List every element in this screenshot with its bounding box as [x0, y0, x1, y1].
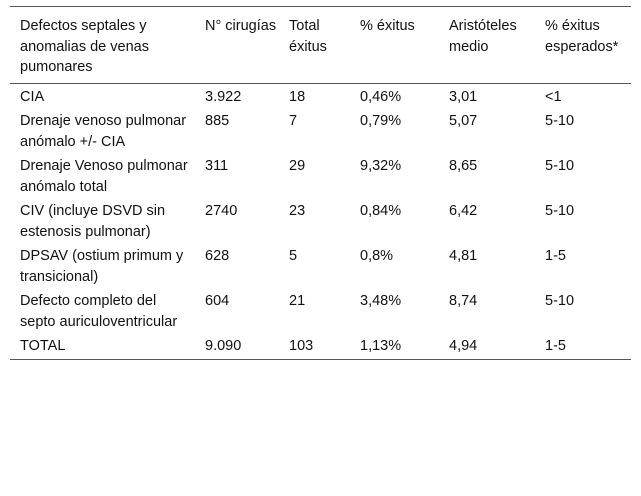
- cell-defect-type: CIA: [20, 88, 45, 105]
- cell-surgery-count: 885: [205, 113, 230, 129]
- header-surgery-count: N° cirugías: [205, 18, 277, 34]
- cell-expected-death-percent: 1-5: [545, 338, 566, 354]
- header-total-deaths: Total éxitus: [289, 18, 327, 55]
- cell-defect-type: TOTAL: [20, 338, 66, 354]
- cell-expected-death-percent: 5-10: [545, 158, 575, 174]
- cell-total-deaths: 23: [289, 203, 306, 219]
- table-row: [10, 83, 631, 109]
- cell-defect-type: Defecto completo del septo auriculoventricular: [20, 293, 178, 330]
- cell-surgery-count: 311: [205, 158, 229, 174]
- cell-death-percent: 0,84%: [360, 203, 402, 219]
- cell-surgery-count: 9.090: [205, 338, 242, 354]
- cell-total-deaths: 21: [289, 293, 306, 309]
- cell-defect-type: Drenaje venoso pulmonar anómalo +/- CIA: [20, 113, 187, 150]
- table-row: [10, 289, 631, 334]
- cell-defect-type: Drenaje Venoso pulmonar anómalo total: [20, 158, 188, 195]
- cell-total-deaths: 7: [289, 113, 298, 129]
- cell-surgery-count: 628: [205, 248, 230, 264]
- header-aristotle-mean: Aristóteles medio: [449, 18, 517, 55]
- table-row: [10, 154, 631, 199]
- cell-aristotle-mean: 4,94: [449, 338, 478, 354]
- cell-defect-type: DPSAV (ostium primum y transicional): [20, 248, 184, 285]
- header-expected-death-percent: % éxitus esperados*: [545, 18, 619, 55]
- cell-aristotle-mean: 5,07: [449, 113, 478, 129]
- cell-death-percent: 1,13%: [360, 338, 402, 354]
- header-death-percent: % éxitus: [360, 18, 415, 34]
- table-row: [10, 244, 631, 289]
- cell-total-deaths: 103: [289, 338, 314, 354]
- cell-death-percent: 0,8%: [360, 248, 394, 264]
- cell-aristotle-mean: 6,42: [449, 203, 478, 219]
- surgery-outcomes-table: [10, 6, 631, 360]
- cell-aristotle-mean: 3,01: [449, 88, 478, 105]
- header-defect-type: Defectos septales y anomalias de venas pumonares: [20, 18, 149, 75]
- cell-surgery-count: 2740: [205, 203, 238, 219]
- cell-surgery-count: 604: [205, 293, 230, 309]
- cell-expected-death-percent: 5-10: [545, 293, 575, 309]
- cell-expected-death-percent: 5-10: [545, 113, 575, 129]
- cell-total-deaths: 29: [289, 158, 306, 174]
- cell-expected-death-percent: 1-5: [545, 248, 566, 264]
- table-row: [10, 109, 631, 154]
- cell-death-percent: 0,79%: [360, 113, 402, 129]
- cell-total-deaths: 5: [289, 248, 298, 264]
- cell-aristotle-mean: 8,74: [449, 293, 478, 309]
- cell-aristotle-mean: 4,81: [449, 248, 478, 264]
- table-row: [10, 199, 631, 244]
- cell-death-percent: 3,48%: [360, 293, 402, 309]
- cell-total-deaths: 18: [289, 88, 306, 105]
- table-header-row: [10, 7, 631, 84]
- cell-expected-death-percent: 5-10: [545, 203, 575, 219]
- table-total-row: [10, 334, 631, 359]
- cell-death-percent: 0,46%: [360, 88, 402, 105]
- cell-aristotle-mean: 8,65: [449, 158, 478, 174]
- cell-expected-death-percent: <1: [545, 88, 562, 105]
- cell-surgery-count: 3.922: [205, 88, 242, 105]
- cell-defect-type: CIV (incluye DSVD sin estenosis pulmonar): [20, 203, 166, 240]
- cell-death-percent: 9,32%: [360, 158, 402, 174]
